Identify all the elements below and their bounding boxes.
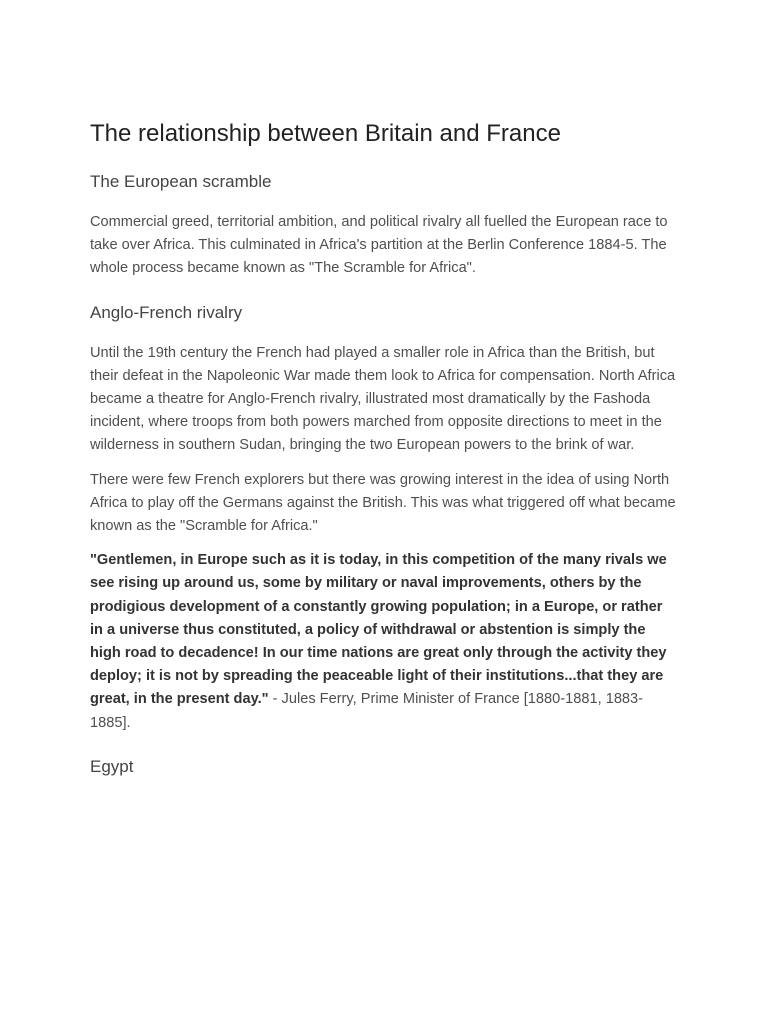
section-heading-egypt: Egypt — [90, 756, 134, 776]
ferry-quote-attribution: - Jules Ferry, Prime Minister of France [1880-1881, 1883-1885]. — [90, 691, 644, 731]
ferry-quote-paragraph — [90, 549, 678, 735]
page-title: The relationship between Britain and France — [90, 120, 561, 147]
section-heading-european-scramble: The European scramble — [90, 172, 272, 191]
paragraph-rivalry-background: Until the 19th century the French had played a smaller role in Africa than the British, but their defeat in the Napoleonic War made them look to Africa for compensation. North Africa became a theatre for Anglo-French rivalry, illustrated most dramatically by the Fashoda incident, where troops from both powers marched from opposite directions to meet in the wilderness in southern Sudan, bringing the two European powers to the brink of war. — [90, 344, 676, 454]
paragraph-european-scramble: Commercial greed, territorial ambition, and political rivalry all fuelled the European race to take over Africa. This culminated in Africa's partition at the Berlin Conference 1884-5. The whole process became known as "The Scramble for Africa". — [90, 214, 668, 277]
section-heading-anglo-french-rivalry: Anglo-French rivalry — [90, 302, 243, 322]
paragraph-french-explorers: There were few French explorers but there was growing interest in the idea of using North Africa to play off the Germans against the British. This was what triggered off what became known as the "Scramble for Africa." — [90, 471, 676, 535]
ferry-quote-text: "Gentlemen, in Europe such as it is today, in this competition of the many rivals we see rising up around us, some by military or naval improvements, others by the prodigious development of a constantly growing population; in a Europe, or rather in a universe thus constituted, a policy of withdrawal or abstention is simply the high road to decadence! In our time nations are great only through the activity they deploy; it is not by spreading the peaceable light of their institutions...that they are great, in the present day." — [90, 552, 667, 708]
